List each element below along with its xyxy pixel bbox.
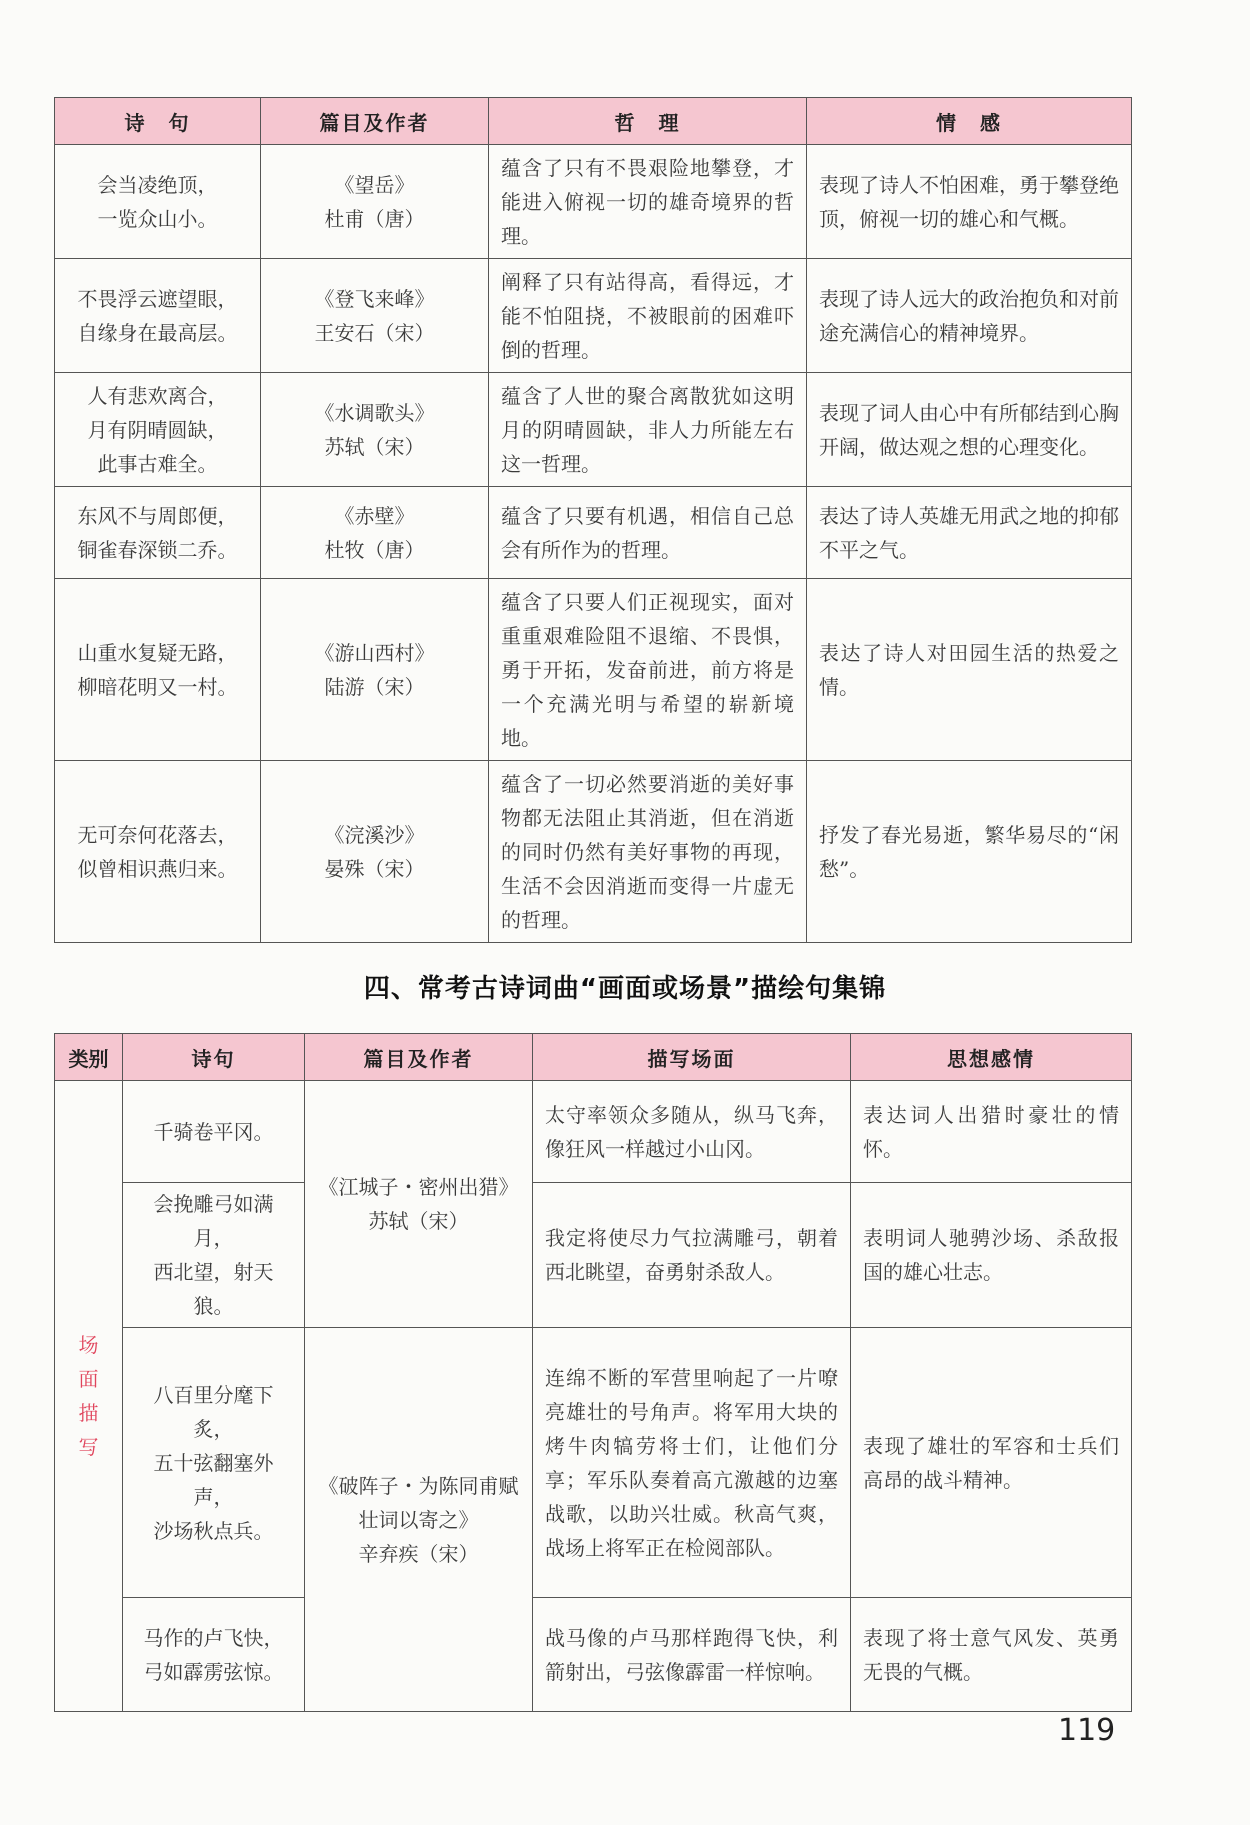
scene-table <box>54 1033 1132 1712</box>
work-cell <box>305 1081 533 1328</box>
work-cell <box>261 373 489 487</box>
author: 杜甫（唐） <box>324 206 425 231</box>
table-row <box>55 373 1132 487</box>
page-number: 119 <box>1058 1713 1116 1748</box>
verse-line: 人有悲欢离合， <box>87 383 228 408</box>
header-feeling: 思想感情 <box>851 1034 1132 1081</box>
header-work-author: 篇目及作者 <box>261 98 489 145</box>
scene-cell: 我定将使尽力气拉满雕弓，朝着西北眺望，奋勇射杀敌人。 <box>533 1183 851 1328</box>
header-verse: 诗 句 <box>55 98 261 145</box>
table-row <box>55 259 1132 373</box>
work-cell <box>261 145 489 259</box>
author: 杜牧（唐） <box>324 537 425 562</box>
philosophy-cell: 蕴含了只要人们正视现实，面对重重艰难险阻不退缩、不畏惧，勇于开拓，发奋前进，前方将是一个充满光明与希望的崭新境地。 <box>489 579 807 761</box>
table-row <box>55 487 1132 579</box>
verse-line: 月有阴晴圆缺， <box>87 417 228 442</box>
verse-cell <box>55 259 261 373</box>
category-cell <box>55 1081 123 1712</box>
philosophy-cell: 蕴含了一切必然要消逝的美好事物都无法阻止其消逝，但在消逝的同时仍然有美好事物的再现，生活不会因消逝而变得一片虚无的哲理。 <box>489 761 807 943</box>
verse-line: 东风不与周郎便， <box>77 503 238 528</box>
table-row <box>55 145 1132 259</box>
work-title: 《江城子・密州出猎》 <box>318 1175 519 1199</box>
verse-cell <box>123 1328 305 1598</box>
author: 苏轼（宋） <box>324 434 425 459</box>
work-cell <box>261 487 489 579</box>
header-verse: 诗句 <box>123 1034 305 1081</box>
work-cell <box>261 761 489 943</box>
verse-line: 八百里分麾下炙， <box>153 1382 274 1441</box>
table-row <box>55 1183 1132 1328</box>
verse-line: 会当凌绝顶， <box>97 172 218 197</box>
category-label: 场面描写 <box>78 1333 99 1459</box>
verse-line: 五十弦翻塞外声， <box>153 1450 274 1509</box>
author: 陆游（宋） <box>324 674 425 699</box>
philosophy-cell: 蕴含了只要有机遇，相信自己总会有所作为的哲理。 <box>489 487 807 579</box>
emotion-cell: 表现了词人由心中有所郁结到心胸开阔，做达观之想的心理变化。 <box>807 373 1132 487</box>
feeling-cell: 表现了雄壮的军容和士兵们高昂的战斗精神。 <box>851 1328 1132 1598</box>
header-work-author: 篇目及作者 <box>305 1034 533 1081</box>
verse-line: 铜雀春深锁二乔。 <box>77 537 238 562</box>
table-row <box>55 1598 1132 1712</box>
verse-cell <box>55 579 261 761</box>
header-category: 类别 <box>55 1034 123 1081</box>
verse-line: 千骑卷平冈。 <box>153 1119 274 1144</box>
philosophy-cell: 蕴含了只有不畏艰险地攀登，才能进入俯视一切的雄奇境界的哲理。 <box>489 145 807 259</box>
emotion-cell: 表现了诗人远大的政治抱负和对前途充满信心的精神境界。 <box>807 259 1132 373</box>
author: 苏轼（宋） <box>368 1209 469 1233</box>
emotion-cell: 表达了诗人英雄无用武之地的抑郁不平之气。 <box>807 487 1132 579</box>
verse-line: 无可奈何花落去， <box>77 822 238 847</box>
work-title: 《水调歌头》 <box>314 400 435 425</box>
verse-line: 弓如霹雳弦惊。 <box>143 1659 284 1684</box>
emotion-cell: 抒发了春光易逝，繁华易尽的“闲愁”。 <box>807 761 1132 943</box>
work-title: 《破阵子・为陈同甫赋壮词以寄之》 <box>318 1473 519 1532</box>
verse-line: 马作的卢飞快， <box>143 1625 284 1650</box>
verse-cell <box>55 487 261 579</box>
verse-line: 沙场秋点兵。 <box>153 1518 274 1543</box>
work-cell <box>261 579 489 761</box>
verse-line: 山重水复疑无路， <box>77 640 238 665</box>
table-row <box>55 1081 1132 1183</box>
scene-cell: 战马像的卢马那样跑得飞快，利箭射出，弓弦像霹雷一样惊响。 <box>533 1598 851 1712</box>
table-header-row <box>55 98 1132 145</box>
header-emotion: 情 感 <box>807 98 1132 145</box>
work-title: 《游山西村》 <box>314 640 435 665</box>
work-title: 《登飞来峰》 <box>314 286 435 311</box>
philosophy-cell: 蕴含了人世的聚合离散犹如这明月的阴晴圆缺，非人力所能左右这一哲理。 <box>489 373 807 487</box>
verse-cell <box>55 145 261 259</box>
verse-cell <box>55 373 261 487</box>
header-philosophy: 哲 理 <box>489 98 807 145</box>
table-row <box>55 1328 1132 1598</box>
feeling-cell: 表现了将士意气风发、英勇无畏的气概。 <box>851 1598 1132 1712</box>
scene-cell: 太守率领众多随从，纵马飞奔，像狂风一样越过小山冈。 <box>533 1081 851 1183</box>
verse-line: 此事古难全。 <box>97 451 218 476</box>
emotion-cell: 表达了诗人对田园生活的热爱之情。 <box>807 579 1132 761</box>
feeling-cell: 表明词人驰骋沙场、杀敌报国的雄心壮志。 <box>851 1183 1132 1328</box>
work-title: 《赤壁》 <box>334 503 415 528</box>
verse-line: 一览众山小。 <box>97 206 218 231</box>
table-row <box>55 579 1132 761</box>
philosophy-table <box>54 97 1132 943</box>
verse-cell <box>123 1081 305 1183</box>
section-title: 四、常考古诗词曲“画面或场景”描绘句集锦 <box>363 974 887 1004</box>
work-cell <box>261 259 489 373</box>
work-title: 《望岳》 <box>334 172 415 197</box>
verse-line: 不畏浮云遮望眼， <box>77 286 238 311</box>
verse-cell <box>123 1598 305 1712</box>
verse-line: 柳暗花明又一村。 <box>77 674 238 699</box>
verse-line: 西北望，射天狼。 <box>153 1260 274 1318</box>
verse-cell <box>123 1183 305 1328</box>
author: 王安石（宋） <box>314 320 435 345</box>
author: 辛弃疾（宋） <box>358 1541 479 1566</box>
scene-cell: 连绵不断的军营里响起了一片嘹亮雄壮的号角声。将军用大块的烤牛肉犒劳将士们，让他们分享；军乐队奏着高亢激越的边塞战歌，以助兴壮威。秋高气爽，战场上将军正在检阅部队。 <box>533 1328 851 1598</box>
author: 晏殊（宋） <box>324 856 425 881</box>
verse-line: 会挽雕弓如满月， <box>153 1192 274 1250</box>
verse-line: 自缘身在最高层。 <box>77 320 238 345</box>
verse-line: 似曾相识燕归来。 <box>77 856 238 881</box>
verse-cell <box>55 761 261 943</box>
header-scene: 描写场面 <box>533 1034 851 1081</box>
philosophy-cell: 阐释了只有站得高，看得远，才能不怕阻挠，不被眼前的困难吓倒的哲理。 <box>489 259 807 373</box>
table-row <box>55 761 1132 943</box>
work-cell <box>305 1328 533 1712</box>
feeling-cell: 表达词人出猎时豪壮的情怀。 <box>851 1081 1132 1183</box>
work-title: 《浣溪沙》 <box>324 822 425 847</box>
emotion-cell: 表现了诗人不怕困难，勇于攀登绝顶，俯视一切的雄心和气概。 <box>807 145 1132 259</box>
table-header-row <box>55 1034 1132 1081</box>
